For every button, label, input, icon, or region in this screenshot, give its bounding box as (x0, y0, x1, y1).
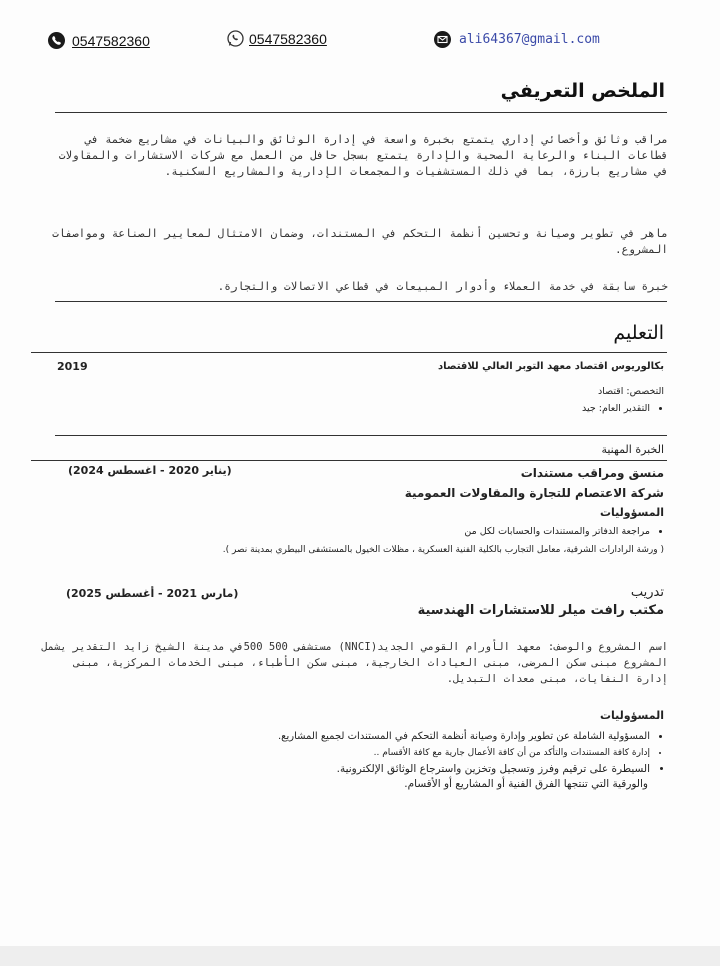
job-2-project: اسم المشروع والوصف: معهد الأورام القومي الجديد(NNCI) مستشفى 500 500في مدينة الشيخ زايد التقدير يشمل المشروع مبنى سكن المرضى، مبنى العيادات الخارجية، مبنى سكن الأطباء، مبنى الخدمات المركزية، مبنى إدارة النفايات، مبنى معدات التبديل. (41, 641, 668, 685)
profile-end-divider (55, 301, 667, 302)
education-title: التعليم (613, 322, 664, 344)
job-1-role: منسق ومراقب مستندات (520, 466, 664, 480)
profile-paragraph-2: ماهر في تطوير وصيانة وتحسين أنظمة التحكم في المستندات، وضمان الامتثال لمعايير الصناعة ومواصفات المشروع. (52, 227, 668, 256)
job-2-resp-item: • المسؤولية الشاملة عن تطوير وإدارة وصيانة أنظمة التحكم في المستندات لجميع المشاريع. (50, 729, 650, 745)
education-details-list (582, 403, 668, 414)
job-2-role: تدريب (630, 585, 664, 600)
experience-title-divider (31, 460, 667, 461)
phone-number-1: 0547582360 (72, 32, 150, 49)
education-title-divider (31, 352, 667, 353)
experience-title: الخبرة المهنية (601, 443, 664, 456)
education-major: التخصص: اقتصاد (597, 386, 664, 397)
education-degree: بكالوريوس اقتصاد معهد التوبر العالي للاقتصاد (437, 361, 664, 372)
job-2-company: مكتب رافت ميلر للاستشارات الهندسية (417, 603, 664, 618)
education-end-divider (55, 435, 667, 436)
job-2-resp-item: • إدارة كافة المستندات والتأكد من أن كافة الأعمال جارية مع كافة الأقسام .. (50, 745, 650, 761)
profile-title: الملخص التعريفي (500, 80, 665, 102)
job-1-resp-detail: ( ورشة الرادارات الشرقية، معامل التجارب بالكلية الفنية العسكرية ، مظلات الخيول بالمستشفى البيطري بمدينة نصر ). (222, 545, 664, 555)
education-year: 2019 (57, 360, 88, 373)
page-bottom-edge (0, 946, 720, 966)
job-1-responsibilities-title: المسؤوليات (599, 506, 664, 519)
profile-title-divider (55, 112, 667, 113)
education-grade: • التقدير العام: جيد (582, 403, 650, 414)
job-2-responsibilities-title: المسؤوليات (599, 709, 664, 722)
profile-paragraph-1: مراقب وثائق وأخصائي إداري يتمتع بخبرة واسعة في إدارة الوثائق والبيانات في مشاريع ضخمة في قطاعات البناء والرعاية الصحية والإدارة يتمتع بسجل حافل من العمل مع شركات الاستشارات والمقاولات في مشاريع بارزة، بما في ذلك المستشفيات والمجمعات الإدارية والمشاريع السكنية. (58, 133, 668, 178)
phone-number-2: 0547582360 (249, 30, 327, 47)
job-1-resp-item: • مراجعة الدفاتر والمستندات والحسابات لكل من (30, 526, 650, 537)
job-2-dates: (مارس 2021 - أغسطس 2025) (66, 587, 239, 600)
contact-phone-1[interactable] (48, 32, 150, 49)
job-1-dates: (يناير 2020 - اغسطس 2024) (68, 464, 232, 477)
contact-email[interactable] (434, 31, 600, 48)
whatsapp-icon (226, 29, 245, 48)
job-1-responsibilities-list (30, 526, 668, 537)
job-2-resp-continuation: والورقية التي تنتجها الفرق الفنية أو المشاريع أو الأقسام. (404, 778, 648, 790)
email-icon (434, 31, 451, 48)
job-2-responsibilities-list (50, 729, 668, 777)
contact-phone-2[interactable] (226, 29, 327, 48)
phone-icon (48, 32, 65, 49)
email-address: ali64367@gmail.com (459, 32, 600, 47)
job-2-resp-item: • السيطرة على ترقيم وفرز وتسجيل وتخزين واسترجاع الوثائق الإلكترونية. (50, 761, 650, 777)
profile-paragraph-3: خبرة سابقة في خدمة العملاء وأدوار المبيعات في قطاعي الاتصالات والتجارة. (217, 280, 668, 293)
job-1-company: شركة الاعتصام للتجارة والمقاولات العمومية (404, 486, 664, 500)
